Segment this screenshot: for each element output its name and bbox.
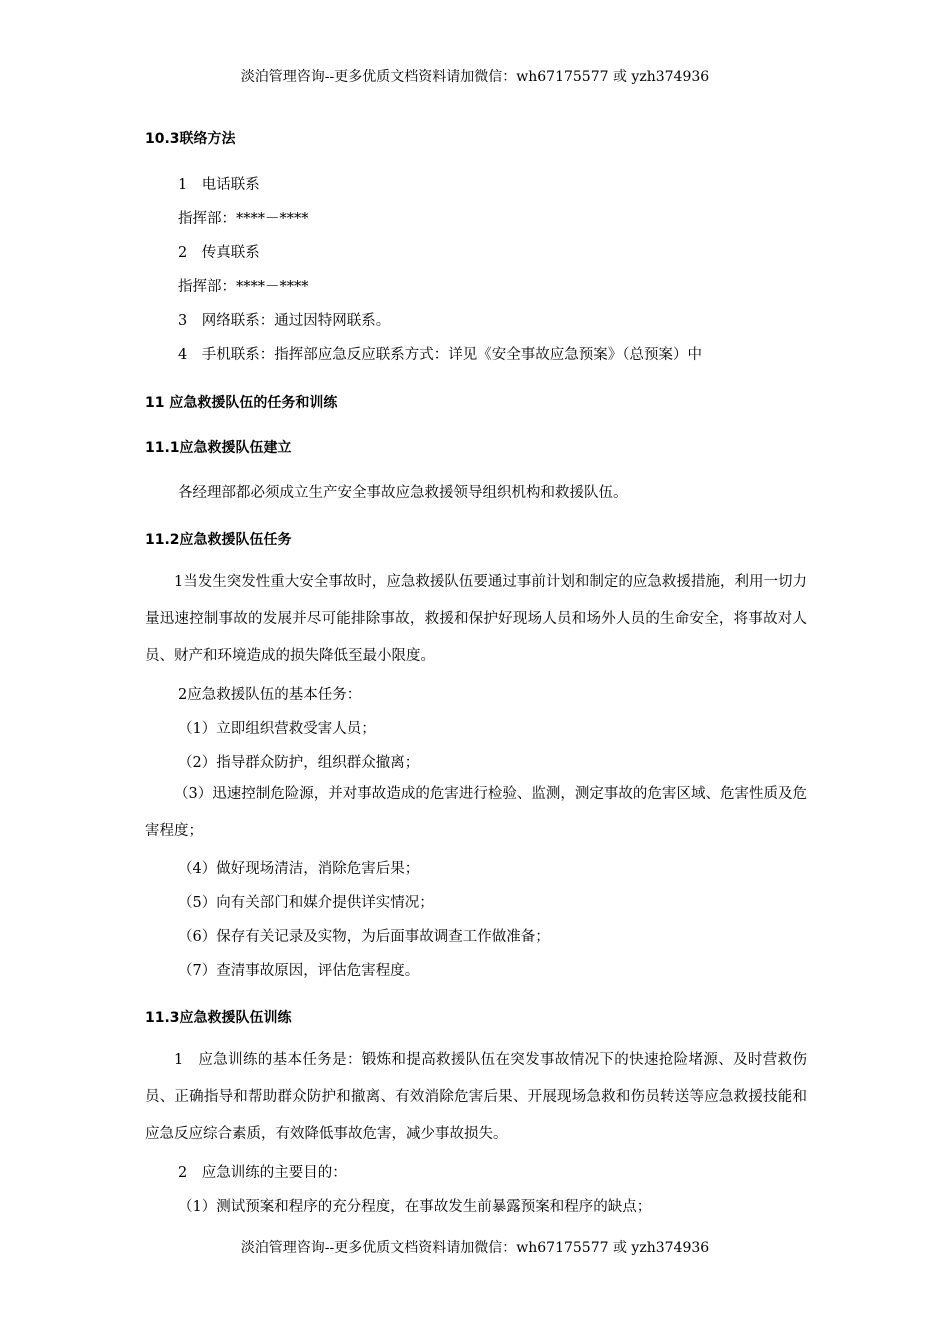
task-item-3: （3）迅速控制危险源，并对事故造成的危害进行检验、监测，测定事故的危害区域、危害性质及危害程度；	[145, 786, 807, 839]
task-item-2: （2）指导群众防护，组织群众撤离；	[178, 755, 420, 771]
training-item-1: （1）测试预案和程序的充分程度，在事故发生前暴露预案和程序的缺点；	[178, 1199, 652, 1215]
contact-line-2: 指挥部：****－****	[178, 211, 309, 227]
contact-line-5: 3 网络联系：通过因特网联系。	[178, 313, 391, 329]
paragraph-11-1: 各经理部都必须成立生产安全事故应急救援领导组织机构和救援队伍。	[178, 485, 628, 501]
paragraph-11-2-1: 1当发生突发性重大安全事故时，应急救援队伍要通过事前计划和制定的应急救援措施，利用一切力量迅速控制事故的发展并尽可能排除事故，救援和保护好现场人员和场外人员的生命安全，将事故对人员、财产和环境造成的损失降低至最小限度。	[145, 574, 807, 664]
heading-10-3: 10.3联络方法	[145, 131, 236, 147]
contact-line-1: 1 电话联系	[178, 177, 260, 193]
contact-line-4: 指挥部：****－****	[178, 279, 309, 295]
task-item-4: （4）做好现场清洁，消除危害后果；	[178, 861, 420, 877]
heading-11-2: 11.2应急救援队伍任务	[145, 532, 292, 548]
page-header: 淡泊管理咨询--更多优质文档资料请加微信：wh67175577 或 yzh374936	[240, 69, 710, 85]
heading-11-3: 11.3应急救援队伍训练	[145, 1010, 292, 1026]
contact-line-6: 4 手机联系：指挥部应急反应联系方式：详见《安全事故应急预案》（总预案）中	[178, 347, 702, 363]
heading-11: 11 应急救援队伍的任务和训练	[145, 395, 338, 411]
paragraph-11-3-2: 2 应急训练的主要目的：	[178, 1165, 347, 1181]
paragraph-11-2-2: 2应急救援队伍的基本任务：	[178, 687, 362, 703]
task-item-7: （7）查清事故原因，评估危害程度。	[178, 963, 420, 979]
heading-11-1: 11.1应急救援队伍建立	[145, 440, 292, 456]
page-footer: 淡泊管理咨询--更多优质文档资料请加微信：wh67175577 或 yzh374936	[240, 1240, 710, 1256]
task-item-1: （1）立即组织营救受害人员；	[178, 721, 376, 737]
paragraph-11-3-1: 1 应急训练的基本任务是：锻炼和提高救援队伍在突发事故情况下的快速抢险堵源、及时营救伤员、正确指导和帮助群众防护和撤离、有效消除危害后果、开展现场急救和伤员转送等应急救援技能和应急反应综合素质，有效降低事故危害，减少事故损失。	[145, 1052, 807, 1142]
task-item-6: （6）保存有关记录及实物，为后面事故调查工作做准备；	[178, 929, 550, 945]
task-item-5: （5）向有关部门和媒介提供详实情况；	[178, 895, 434, 911]
contact-line-3: 2 传真联系	[178, 245, 260, 261]
